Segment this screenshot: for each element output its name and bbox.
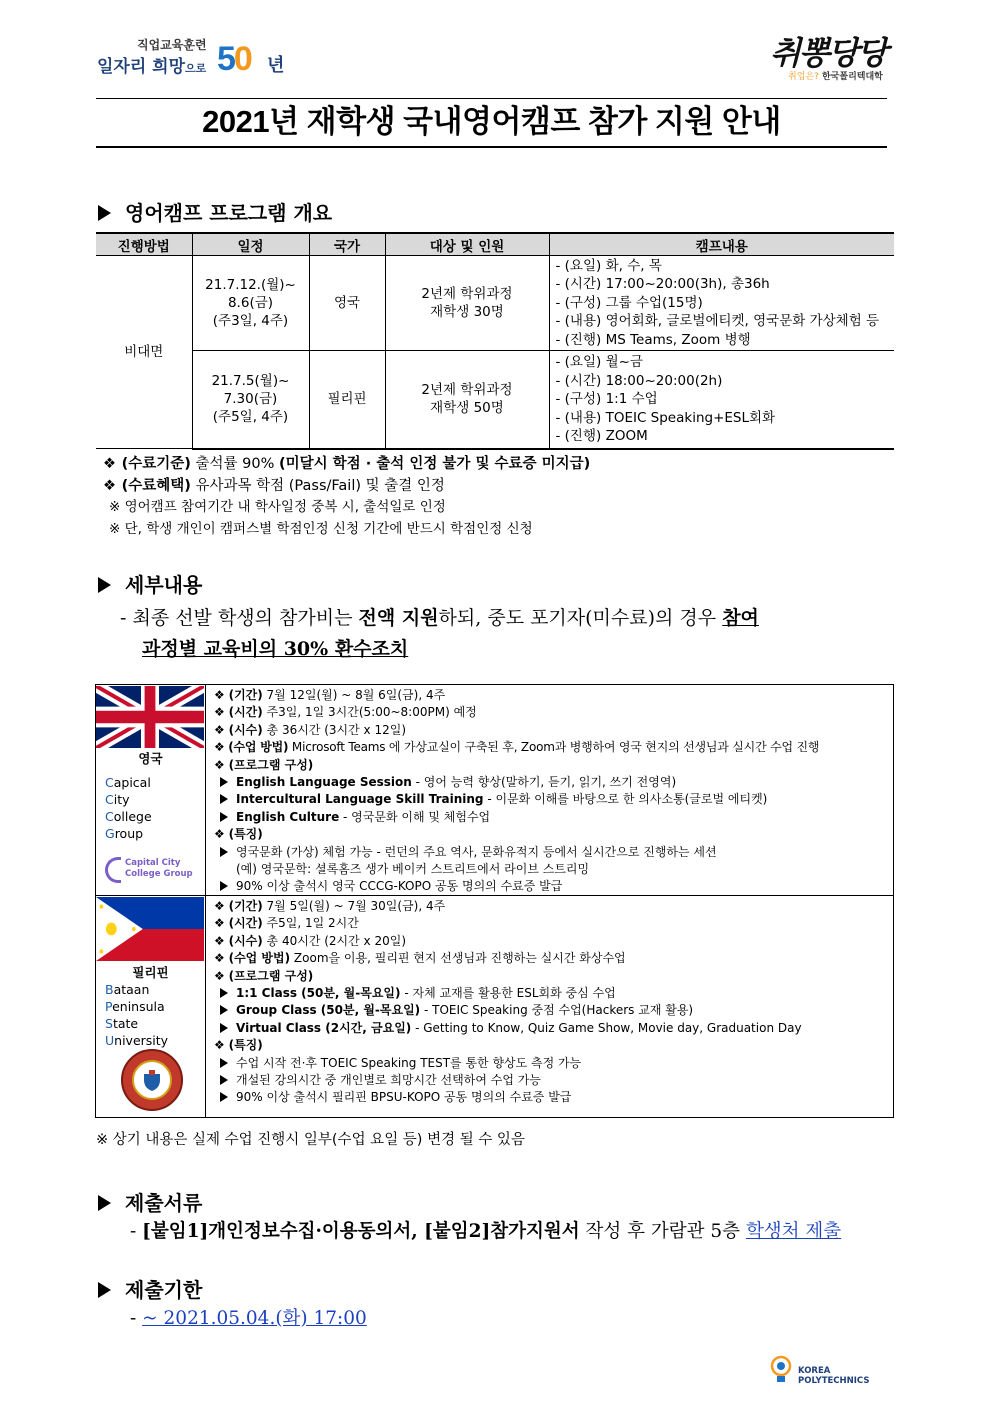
column-header: 일정	[192, 233, 309, 256]
college-acronym: Capical City College Group	[105, 775, 152, 841]
completion-notes: ❖ (수료기준) 출석률 90% (미달시 학점 · 출석 인정 불가 및 수료증 미지급) ❖ (수료혜택) 유사과목 학점 (Pass/Fail) 및 출결 인정 ※ 영어캠프 참여기간 내 학사일정 중복 시, 출석일로 인정 ※ 단, 학생 개인이 캠퍼스별 학점인정 신청 기간에 반드시 학점인정 신청	[103, 456, 591, 537]
section-heading-details: 세부내용	[98, 569, 202, 598]
column-header: 진행방법	[96, 233, 192, 256]
table-header-row	[96, 233, 894, 256]
documents-instruction: - [붙임1]개인정보수집·이용동의서, [붙임2]참가지원서 작성 후 가람관 5층 학생처 제출	[130, 1221, 842, 1242]
target-cell: 2년제 학위과정 재학생 30명	[385, 256, 549, 351]
content-cell: - (요일) 화, 수, 목 - (시간) 17:00~20:00(3h), 총36h - (구성) 그룹 수업(15명) - (내용) 영어회화, 글로벌에티켓, 영국문화 가상체험 등 - (진행) MS Teams, Zoom 병행	[549, 256, 894, 351]
camp-overview-table	[96, 232, 894, 450]
diamond-bullet-icon: ❖	[103, 477, 116, 494]
bpsu-seal-icon	[120, 1048, 184, 1112]
philippines-flag-icon	[96, 897, 204, 961]
refund-policy-text: - 최종 선발 학생의 참가비는 전액 지원하되, 중도 포기자(미수료)의 경우 참여 과정별 교육비의 30% 환수조치	[120, 607, 759, 660]
table-row	[96, 256, 894, 351]
korea-polytechnics-logo: KOREA POLYTECHNICS	[768, 1354, 868, 1394]
student-office-link[interactable]: 학생처 제출	[745, 1221, 842, 1242]
deadline-date: ~ 2021.05.04.(화) 17:00	[142, 1308, 367, 1329]
lightbulb-icon	[768, 1354, 794, 1388]
diamond-bullet-icon: ❖	[103, 456, 116, 472]
section-heading-overview: 영어캠프 프로그램 개요	[98, 197, 332, 226]
column-header: 대상 및 인원	[385, 233, 549, 256]
column-header: 캠프내용	[549, 233, 894, 256]
column-header: 국가	[309, 233, 385, 256]
section-heading-documents: 제출서류	[98, 1187, 202, 1216]
uk-program-row	[96, 685, 893, 896]
target-cell: 2년제 학위과정 재학생 50명	[385, 351, 549, 449]
triangle-bullet-icon	[98, 1195, 111, 1211]
country-label: 필리핀	[132, 965, 169, 980]
page-title: 2021년 재학생 국내영어캠프 참가 지원 안내	[202, 104, 781, 139]
uk-program-details: ❖ (기간) 7월 12일(월) ~ 8월 6일(금), 4주 ❖ (시간) 주3일, 1일 3시간(5:00~8:00PM) 예정 ❖ (시수) 총 36시간 (3시간 x 12일) ❖ (수업 방법) Microsoft Teams 에 가상교실이 구축된 후, Zoom과 병행하여 영국 현지의 선생님과 실시간 수업 진행 ❖ (프로그램 구성) English Language Session - 영어 능력 향상(말하기, 듣기, 읽기, 쓰기 전영역) Intercultural Language Skill Training - 이문화 이해를 바탕으로 한 의사소통(글로벌 에티켓) English Culture - 영국문화 이해 및 체험수업 ❖ (특징) 영국문화 (가상) 체험 가능 - 런던의 주요 역사, 문화유적지 등에서 실시간으로 진행하는 세션 (예) 영국문학: 셜록홈즈 생가 베이커 스트리트에서 라이브 스트리밍 90% 이상 출석시 영국 CCCG-KOPO 공동 명의의 수료증 발급	[214, 688, 820, 894]
deadline-line: - ~ 2021.05.04.(화) 17:00	[130, 1308, 367, 1329]
schedule-cell: 21.7.12.(월)~ 8.6(금) (주3일, 4주)	[192, 256, 309, 351]
table-row	[96, 351, 894, 449]
polytech-slogan-logo: 취뽕당당 취업은? 한국폴리텍대학	[770, 34, 886, 82]
country-cell: 영국	[309, 256, 385, 351]
title-bottom-rule	[96, 146, 887, 148]
program-details-table	[95, 684, 894, 1118]
section-heading-deadline: 제출기한	[98, 1274, 202, 1303]
uk-flag-icon	[96, 686, 204, 748]
philippines-program-details: ❖ (기간) 7월 5일(월) ~ 7월 30일(금), 4주 ❖ (시간) 주5일, 1일 2시간 ❖ (시수) 총 40시간 (2시간 x 20일) ❖ (수업 방법) Zoom을 이용, 필리핀 현지 선생님과 진행하는 실시간 화상수업 ❖ (프로그램 구성) 1:1 Class (50분, 월-목요일) - 자체 교재를 활용한 ESL회화 중심 수업 Group Class (50분, 월-목요일) - TOEIC Speaking 중점 수업(Hackers 교재 활용) Virtual Class (2시간, 금요일) - Getting to Know, Quiz Game Show, Movie day, Graduation Day ❖ (특징) 수업 시작 전·후 TOEIC Speaking TEST를 통한 향상도 측정 가능 개설된 강의시간 중 개인별로 희망시간 선택하여 수업 가능 90% 이상 출석시 필리핀 BPSU-KOPO 공동 명의의 수료증 발급	[214, 899, 802, 1105]
method-cell: 비대면	[96, 256, 192, 449]
job-training-50-years-logo: 직업교육훈련 일자리 희망으로 50 년	[97, 38, 285, 78]
schedule-change-caveat: ※ 상기 내용은 실제 수업 진행시 일부(수업 요일 등) 변경 될 수 있음	[96, 1132, 525, 1148]
capital-city-college-logo: Capital City College Group	[105, 855, 201, 885]
schedule-cell: 21.7.5(월)~ 7.30(금) (주5일, 4주)	[192, 351, 309, 449]
university-acronym: Bataan Peninsula State University	[105, 982, 169, 1048]
content-cell: - (요일) 월~금 - (시간) 18:00~20:00(2h) - (구성) 1:1 수업 - (내용) TOEIC Speaking+ESL회화 - (진행) ZOOM	[549, 351, 894, 449]
triangle-bullet-icon	[98, 205, 111, 221]
country-label: 영국	[138, 751, 163, 766]
triangle-bullet-icon	[98, 1282, 111, 1298]
country-cell: 필리핀	[309, 351, 385, 449]
triangle-bullet-icon	[98, 577, 111, 593]
philippines-program-row	[96, 896, 893, 1117]
